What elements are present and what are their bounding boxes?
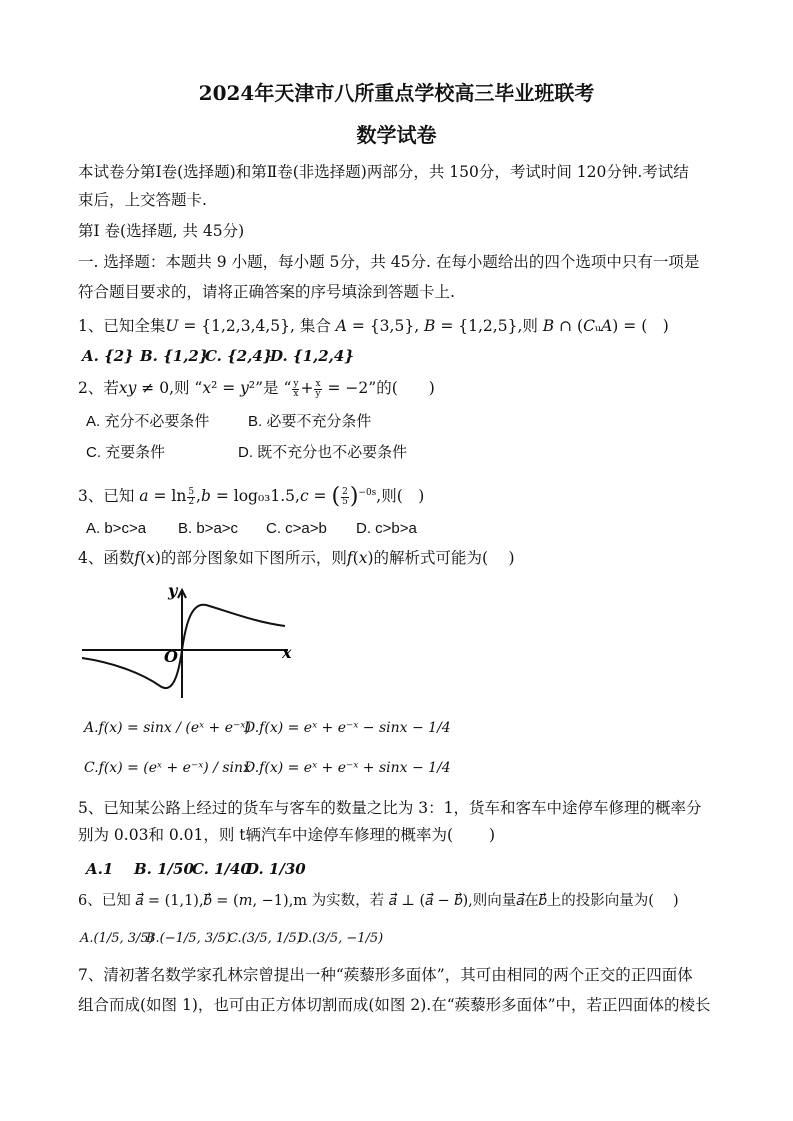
q6-option-d: D.(3/5, −1/5) [298, 931, 384, 946]
q1-option-a: A. {2} [82, 347, 134, 365]
q7-line-1: 7、清初著名数学家孔林宗曾提出一种“蒺藜形多面体”，其可由相同的两个正交的正四面体 [78, 966, 693, 984]
function-curve [82, 605, 285, 688]
q3-exponent: −0s [358, 488, 377, 498]
q6-option-b: B.(−1/5, 3/5) [146, 931, 231, 946]
q5-option-c: C. 1/40 [192, 860, 251, 878]
q1-option-b: B. {1,2} [140, 347, 209, 365]
section-instructions-2: 符合题目要求的，请将正确答案的序号填涂到答题卡上. [78, 283, 455, 301]
q6-option-c: C.(3/5, 1/5) [228, 931, 302, 946]
q3-option-d: D. c>b>a [356, 520, 417, 537]
q2-option-a: A. 充分不必要条件 [86, 413, 210, 430]
x-axis-label: x [282, 643, 292, 662]
q4-option-c: C.𝑓(𝑥) = (eˣ + e⁻ˣ) / sinx [84, 760, 251, 776]
intro-line-2: 束后，上交答题卡. [78, 191, 207, 209]
q2-stem-part-b: = −2”的( ) [322, 379, 435, 397]
exam-subtitle: 数学试卷 [356, 123, 437, 147]
q2-stem: 2、若𝑥𝑦 ≠ 0,则 “𝑥² = 𝑦²”是 “ $\frac{y}{x}$ + $\frac{x}{y}$ = −2”的( ) [78, 378, 435, 399]
q4-option-a: A.𝑓(𝑥) = sinx / (eˣ + e⁻ˣ) [84, 720, 251, 736]
q5-line-1: 5、已知某公路上经过的货车与客车的数量之比为 3：1，货车和客车中途停车修理的概率分 [78, 799, 702, 817]
q4-stem: 4、函数𝑓(𝑥)的部分图象如下图所示，则𝑓(𝑥)的解析式可能为( ) [78, 549, 515, 567]
q3-stem-part-c: ,则( ) [376, 487, 425, 506]
q2-option-c: C. 充要条件 [86, 444, 166, 461]
origin-label: O [164, 647, 178, 666]
q3-stem: 3、已知 𝑎 = ln $\frac{5}{2}$ ,𝑏 = log₀₃1.5,𝑐 = ( $\frac{2}{5}$ )$^{-0s}$,则( ) [78, 484, 425, 510]
q7-line-2: 组合而成(如图 1)，也可由正方体切割而成(如图 2).在“蒺藜形多面体”中，若正四面体的棱长 [78, 996, 711, 1014]
q2-stem-part-a: 2、若𝑥𝑦 ≠ 0,则 “𝑥² = 𝑦²”是 “ [78, 379, 292, 397]
q5-option-b: B. 1/50 [134, 860, 194, 878]
q6-option-a: A.(1/5, 3/5) [80, 931, 154, 946]
five-halves-fraction: $\frac{5}{2}$ [188, 486, 195, 507]
q5-line-2: 别为 0.03和 0.01，则 t辆汽车中途停车修理的概率为( ) [78, 826, 496, 844]
q5-option-a: A.1 [86, 860, 114, 878]
q3-option-c: C. c>a>b [266, 520, 327, 537]
q4-option-d: D.𝑓(𝑥) = 𝑒ˣ + 𝑒⁻ˣ + sin𝑥 − 1/4 [244, 760, 451, 776]
q6-stem: 6、已知 𝑎⃗ = (1,1),𝑏⃗ = (𝑚, −1),m 为实数，若 𝑎⃗ ⊥ (𝑎⃗ − 𝑏⃗),则向量𝑎⃗在𝑏⃗上的投影向量为( ) [78, 893, 679, 909]
y-axis-label: y [168, 582, 178, 600]
section-instructions-1: 一. 选择题：本题共 9 小题，每小题 5分，共 45分. 在每小题给出的四个选项中只有一项是 [78, 253, 700, 271]
function-graph [80, 582, 300, 702]
y-over-x-fraction: $\frac{y}{x}$ [293, 378, 299, 399]
q2-option-b: B. 必要不充分条件 [248, 413, 372, 430]
q4-option-b: D.𝑓(𝑥) = 𝑒ˣ + 𝑒⁻ˣ − sin𝑥 − 1/4 [244, 720, 451, 736]
q3-stem-part-b: ,𝑏 = log₀₃1.5,𝑐 = [196, 487, 332, 506]
q2-option-d: D. 既不充分也不必要条件 [238, 444, 408, 461]
q3-stem-part-a: 3、已知 𝑎 = ln [78, 487, 187, 506]
q5-option-d: D. 1/30 [246, 860, 306, 878]
x-over-y-fraction: $\frac{x}{y}$ [315, 378, 321, 399]
q1-stem: 1、已知全集𝑈 = {1,2,3,4,5}, 集合 𝐴 = {3,5}, 𝐵 = {1,2,5},则 𝐵 ∩ (𝐶ᵤ𝐴) = ( ) [78, 317, 669, 335]
q3-option-b: B. b>a>c [178, 520, 239, 537]
q1-option-d: D. {1,2,4} [270, 347, 354, 365]
q1-option-c: C. {2,4} [205, 347, 273, 365]
section-title: 第Ⅰ 卷(选择题, 共 45分) [78, 222, 245, 240]
q3-option-a: A. b>c>a [86, 520, 147, 537]
two-fifths-fraction: $\frac{2}{5}$ [342, 486, 348, 507]
intro-line-1: 本试卷分第Ⅰ卷(选择题)和第Ⅱ卷(非选择题)两部分，共 150分，考试时间 120分钟.考试结 [78, 163, 689, 181]
exam-title: 2024年天津市八所重点学校高三毕业班联考 [198, 81, 595, 105]
